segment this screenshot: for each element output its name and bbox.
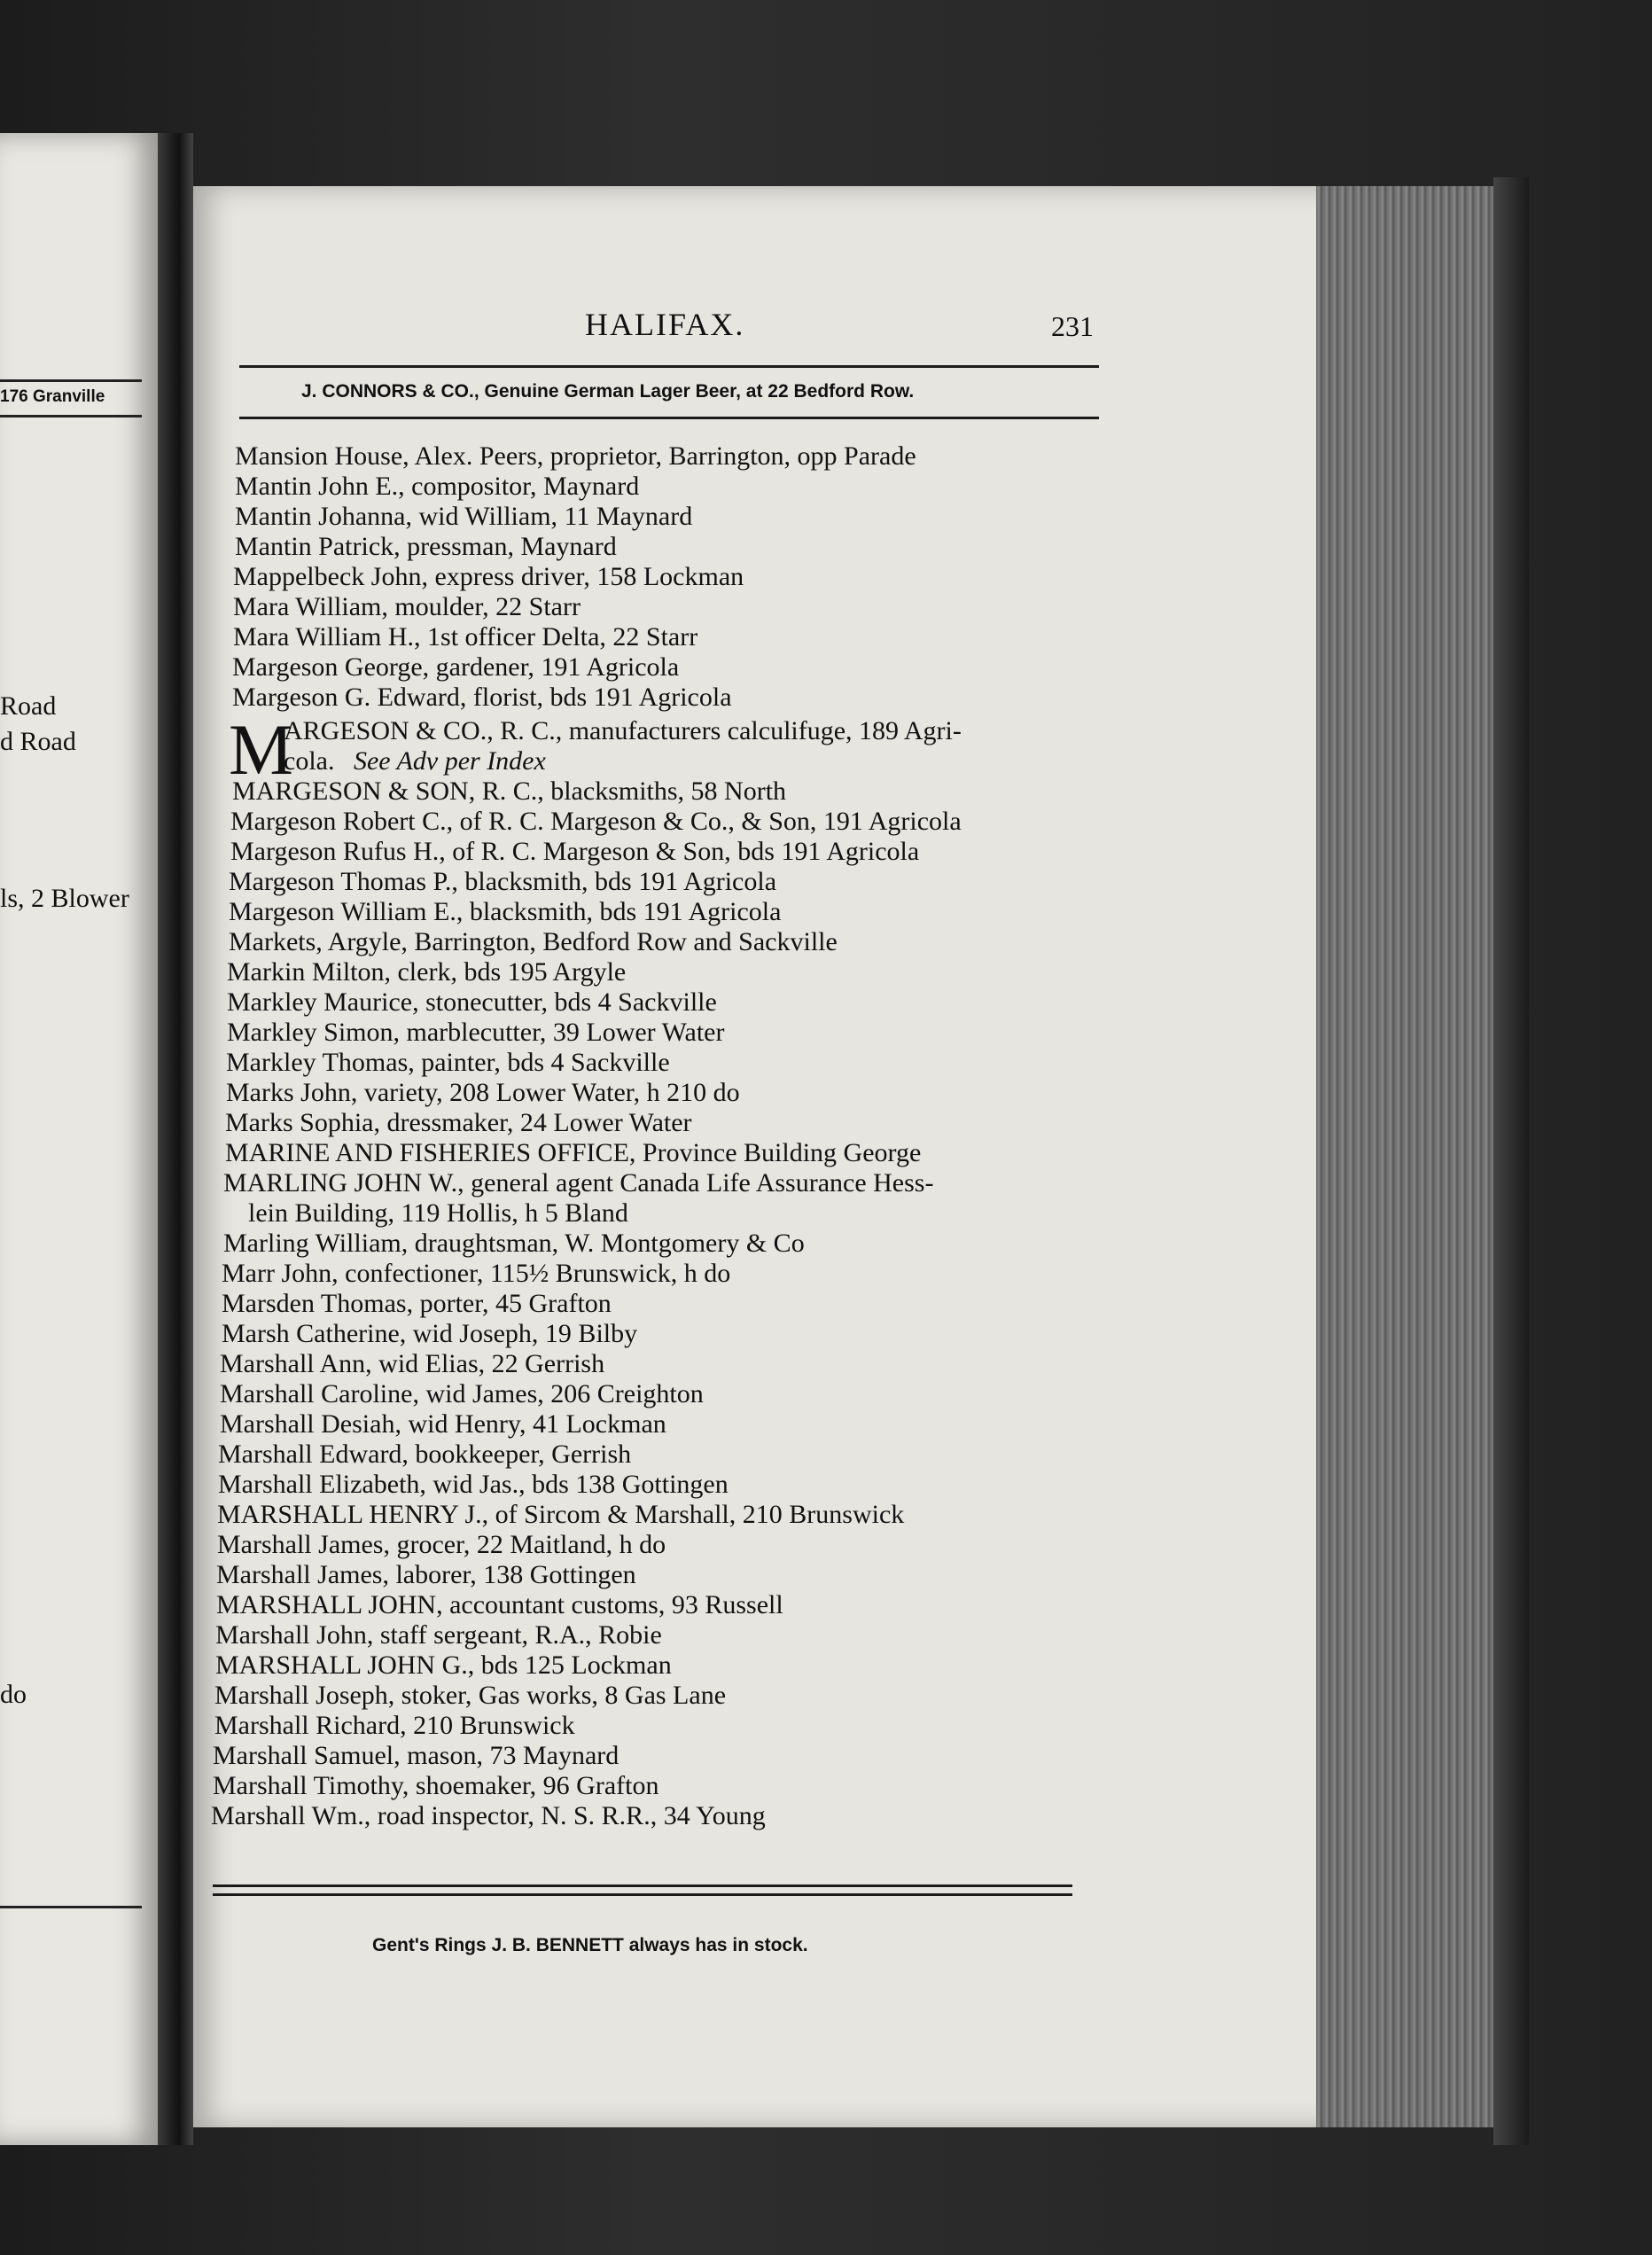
directory-entry: MARGESON & SON, R. C., blacksmiths, 58 North bbox=[232, 776, 787, 806]
directory-entry: Marshall John, staff sergeant, R.A., Robie bbox=[215, 1620, 662, 1650]
directory-entry: Marshall Richard, 210 Brunswick bbox=[214, 1711, 575, 1740]
directory-entry: Mappelbeck John, express driver, 158 Lockman bbox=[233, 562, 744, 591]
directory-entry: Marsh Catherine, wid Joseph, 19 Bilby bbox=[222, 1319, 638, 1348]
directory-entry: Markley Maurice, stonecutter, bds 4 Sackville bbox=[227, 987, 717, 1017]
directory-entry: Mara William H., 1st officer Delta, 22 Starr bbox=[233, 622, 698, 652]
directory-entry: Margeson William E., blacksmith, bds 191 Agricola bbox=[229, 897, 782, 926]
directory-entry: Markets, Argyle, Barrington, Bedford Row and Sackville bbox=[229, 927, 838, 956]
book-gutter bbox=[158, 133, 193, 2145]
directory-entry: Marks Sophia, dressmaker, 24 Lower Water bbox=[225, 1108, 692, 1137]
header-rule-bottom bbox=[239, 417, 1099, 419]
directory-entry: Marshall James, laborer, 138 Gottingen bbox=[216, 1560, 636, 1589]
left-facing-page bbox=[0, 133, 158, 2145]
directory-entry: Marshall Edward, bookkeeper, Gerrish bbox=[218, 1440, 632, 1469]
directory-entry: MARSHALL HENRY J., of Sircom & Marshall, 210 Brunswick bbox=[217, 1500, 905, 1529]
left-page-line: do bbox=[0, 1680, 27, 1709]
header-rule-top bbox=[239, 365, 1099, 368]
directory-entry: Marshall Desiah, wid Henry, 41 Lockman bbox=[220, 1409, 666, 1439]
footer-advertisement: Gent's Rings J. B. BENNETT always has in stock. bbox=[372, 1935, 808, 1955]
page-edge-shadow bbox=[1493, 177, 1529, 2145]
left-page-rule bbox=[0, 379, 142, 382]
directory-entry: Marling William, draughtsman, W. Montgomery & Co bbox=[223, 1229, 805, 1258]
entry-text: cola. bbox=[284, 746, 335, 776]
page-edges bbox=[1316, 186, 1493, 2127]
directory-entry: lein Building, 119 Hollis, h 5 Bland bbox=[248, 1198, 628, 1228]
directory-entry: MARSHALL JOHN, accountant customs, 93 Russell bbox=[216, 1590, 783, 1619]
directory-entry: Margeson Robert C., of R. C. Margeson & Co., & Son, 191 Agricola bbox=[230, 807, 962, 836]
directory-entry: MARINE AND FISHERIES OFFICE, Province Building George bbox=[225, 1138, 922, 1167]
directory-entry: Marshall James, grocer, 22 Maitland, h do bbox=[217, 1530, 666, 1559]
left-page-line: Road bbox=[0, 691, 57, 721]
directory-entry: Mansion House, Alex. Peers, proprietor, Barrington, opp Parade bbox=[235, 441, 916, 471]
page-number: 231 bbox=[1051, 310, 1094, 342]
directory-entry: Marshall Samuel, mason, 73 Maynard bbox=[213, 1741, 620, 1770]
directory-entry: Marshall Wm., road inspector, N. S. R.R., 34 Young bbox=[211, 1801, 766, 1830]
directory-entry: Marshall Elizabeth, wid Jas., bds 138 Gottingen bbox=[218, 1470, 729, 1499]
directory-entry bbox=[284, 748, 546, 775]
directory-entry: Marshall Timothy, shoemaker, 96 Grafton bbox=[213, 1771, 659, 1800]
header-advertisement: J. CONNORS & CO., Genuine German Lager Beer, at 22 Bedford Row. bbox=[301, 381, 915, 402]
left-page-footer-rule bbox=[0, 1906, 142, 1908]
directory-entry: MARLING JOHN W., general agent Canada Life Assurance Hess- bbox=[223, 1168, 934, 1198]
left-page-header: 176 Granville bbox=[0, 387, 105, 406]
directory-entry: Marshall Joseph, stoker, Gas works, 8 Gas Lane bbox=[214, 1681, 727, 1710]
directory-entry: Marsden Thomas, porter, 45 Grafton bbox=[222, 1289, 612, 1318]
footer-rule-bottom bbox=[213, 1893, 1072, 1896]
directory-entry: Marshall Ann, wid Elias, 22 Gerrish bbox=[220, 1349, 605, 1378]
directory-entry: Marks John, variety, 208 Lower Water, h 210 do bbox=[226, 1078, 740, 1107]
directory-entry: Margeson Rufus H., of R. C. Margeson & Son, bds 191 Agricola bbox=[230, 837, 920, 866]
directory-entry: Mantin Johanna, wid William, 11 Maynard bbox=[235, 502, 693, 531]
directory-entry: ARGESON & CO., R. C., manufacturers calculifuge, 189 Agri- bbox=[284, 716, 962, 745]
directory-entry: Markley Thomas, painter, bds 4 Sackville bbox=[226, 1048, 670, 1077]
directory-entry: Mantin Patrick, pressman, Maynard bbox=[235, 532, 617, 561]
directory-entry: Margeson Thomas P., blacksmith, bds 191 Agricola bbox=[229, 867, 777, 896]
directory-entry: Margeson George, gardener, 191 Agricola bbox=[232, 652, 680, 682]
left-page-line: ls, 2 Blower bbox=[0, 884, 129, 913]
directory-entry: Marshall Caroline, wid James, 206 Creighton bbox=[220, 1379, 704, 1408]
drop-cap-initial: M bbox=[229, 709, 293, 790]
directory-entry: Mara William, moulder, 22 Starr bbox=[233, 592, 581, 621]
footer-rule-top bbox=[213, 1884, 1072, 1887]
directory-entry: MARSHALL JOHN G., bds 125 Lockman bbox=[215, 1650, 672, 1680]
entry-italic-note: See Adv per Index bbox=[353, 746, 546, 776]
directory-entry: Margeson G. Edward, florist, bds 191 Agricola bbox=[232, 683, 732, 712]
left-page-line: d Road bbox=[0, 727, 76, 756]
directory-entry: Mantin John E., compositor, Maynard bbox=[235, 472, 640, 501]
directory-entry: Marr John, confectioner, 115½ Brunswick, h do bbox=[222, 1259, 731, 1288]
directory-entry: Markley Simon, marblecutter, 39 Lower Water bbox=[227, 1018, 725, 1047]
left-page-rule bbox=[0, 415, 142, 417]
running-title: HALIFAX. bbox=[585, 307, 745, 342]
directory-entry: Markin Milton, clerk, bds 195 Argyle bbox=[227, 957, 627, 987]
